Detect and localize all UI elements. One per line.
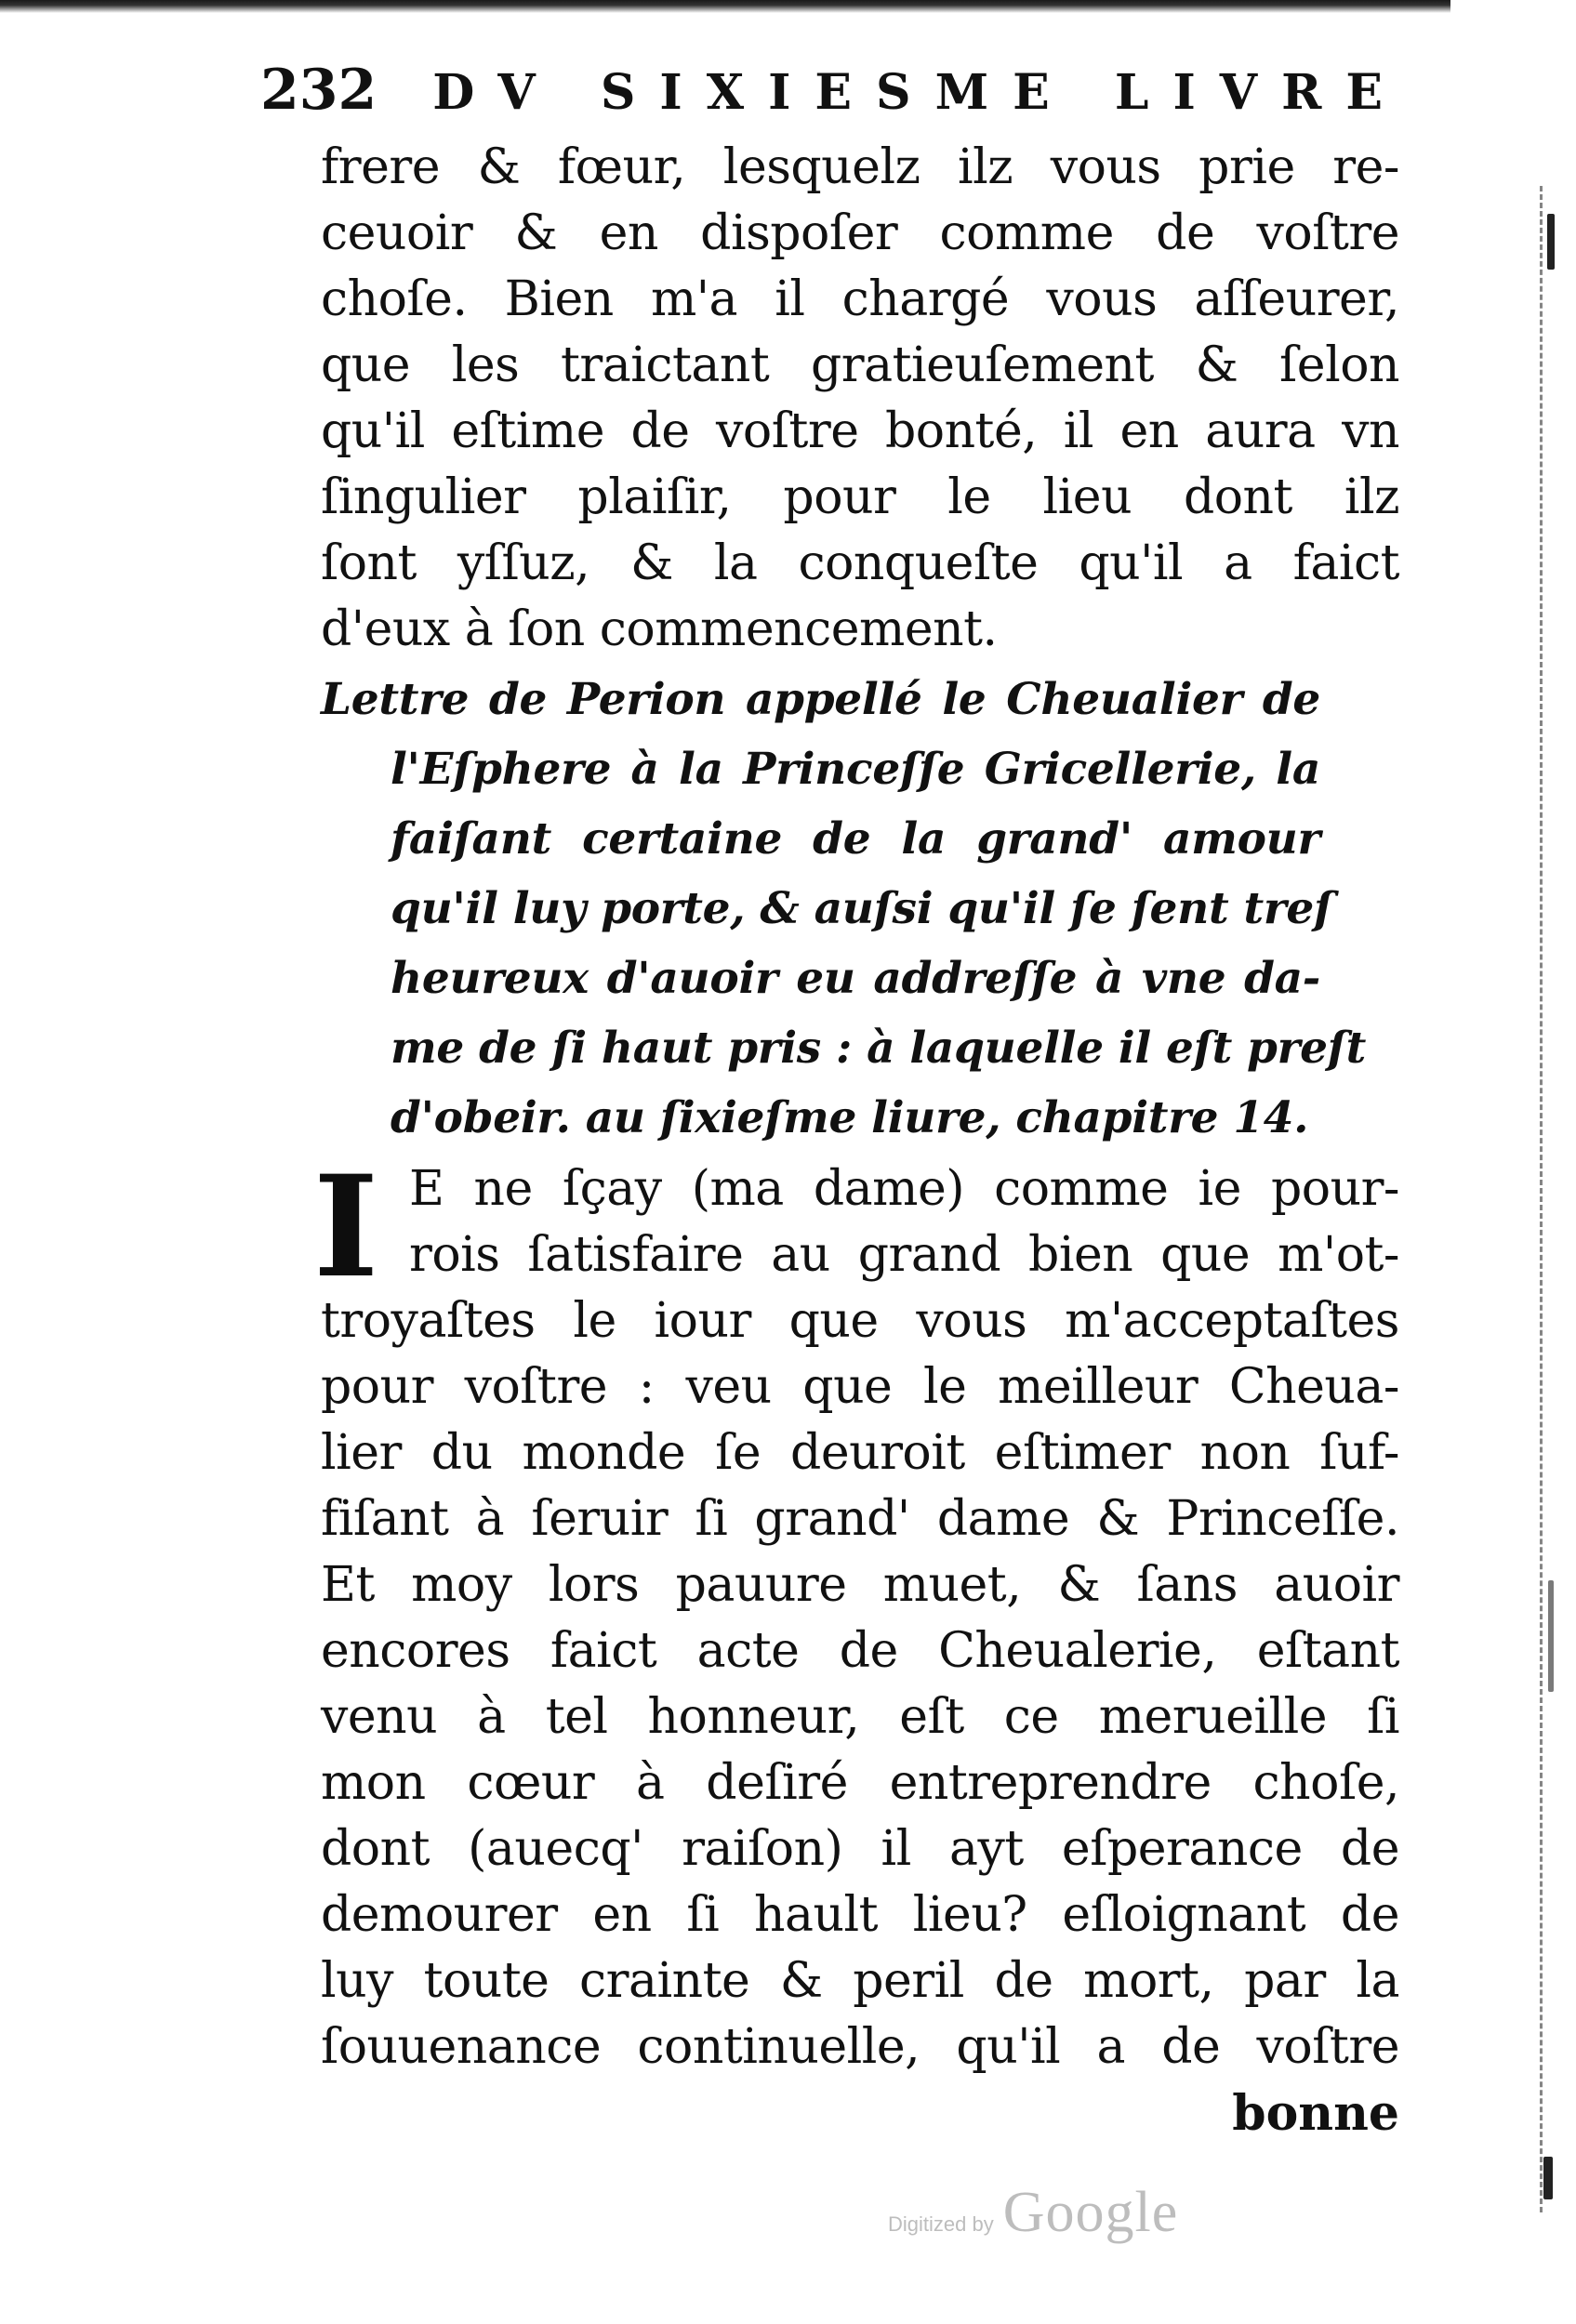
text-line: ſingulier plaiſir, pour le lieu dont ilz [321, 469, 1399, 525]
text-line: E ne ſçay (ma dame) comme ie pour- [409, 1161, 1399, 1217]
google-logo: Google [1002, 2181, 1179, 2244]
text-line: rois ſatisfaire au grand bien que m'ot- [409, 1227, 1399, 1283]
text-line: frere & fœur, lesquelz ilz vous prie re- [321, 139, 1399, 195]
letter-body [313, 1145, 1399, 2146]
drop-cap: I [313, 1145, 379, 1309]
heading-line: me de ſi haut pris : à laquelle il eſt preſt [391, 1023, 1367, 1074]
text-line: pour voſtre : veu que le meilleur Cheua- [321, 1359, 1399, 1415]
text-line: demourer en ſi hault lieu? eſloignant de [321, 1887, 1399, 1943]
facing-page-edge [1540, 186, 1576, 2212]
heading-line: Lettre de Perion appellé le Cheualier de [321, 674, 1320, 725]
text-line: que les traictant gratieuſement & ſelon [321, 337, 1399, 393]
text-line: venu à tel honneur, eſt ce merueille ſi [321, 1689, 1399, 1745]
text-line: ſont yſſuz, & la conqueſte qu'il a faict [321, 535, 1399, 591]
heading-line: qu'il luy porte, & auſsi qu'il ſe ſent treſ [391, 883, 1332, 934]
text-line: choſe. Bien m'a il chargé vous aſſeurer, [321, 271, 1399, 327]
catchword: bonne [1232, 2085, 1399, 2142]
digitized-by-google-watermark [888, 2180, 1178, 2246]
page-top-edge [0, 0, 1450, 13]
heading-line: d'obeir. au ſixieſme liure, chapitre 14. [391, 1092, 1309, 1143]
running-head [260, 58, 1423, 132]
text-block [313, 135, 1399, 2146]
text-line: qu'il eſtime de voſtre bonté, il en aura vn [321, 403, 1399, 459]
text-line: ceuoir & en dispoſer comme de voſtre [321, 205, 1399, 261]
scan-speck [1547, 214, 1555, 270]
text-line: luy toute crainte & peril de mort, par la [321, 1953, 1399, 2009]
running-head-title: DV SIXIESME LIVRE [432, 64, 1407, 121]
text-line: fiſant à ſeruir ſi grand' dame & Princeſſe. [321, 1491, 1399, 1547]
text-line: troyaſtes le iour que vous m'acceptaſtes [321, 1293, 1399, 1349]
text-line: mon cœur à deſiré entreprendre choſe, [321, 1755, 1399, 1811]
continuation-paragraph [321, 135, 1399, 663]
scan-speck [1548, 1580, 1554, 1692]
text-line: lier du monde ſe deuroit eſtimer non ſuf- [321, 1425, 1399, 1481]
text-line: Et moy lors pauure muet, & ſans auoir [321, 1557, 1399, 1613]
text-line: ſouuenance continuelle, qu'il a de voſtre [321, 2019, 1399, 2075]
heading-line: heureux d'auoir eu addreſſe à vne da- [391, 953, 1320, 1004]
digitized-by-label: Digitized by [888, 2212, 994, 2236]
heading-line: faiſant certaine de la grand' amour [391, 813, 1320, 865]
letter-heading [321, 665, 1399, 1153]
text-line: d'eux à ſon commencement. [321, 601, 998, 657]
page-number: 232 [260, 58, 377, 123]
scan-speck [1543, 2157, 1553, 2199]
heading-line: l'Eſphere à la Princeſſe Gricellerie, la [391, 744, 1320, 795]
text-line: encores faict acte de Cheualerie, eſtant [321, 1623, 1399, 1679]
text-line: dont (auecq' raiſon) il ayt eſperance de [321, 1821, 1399, 1877]
